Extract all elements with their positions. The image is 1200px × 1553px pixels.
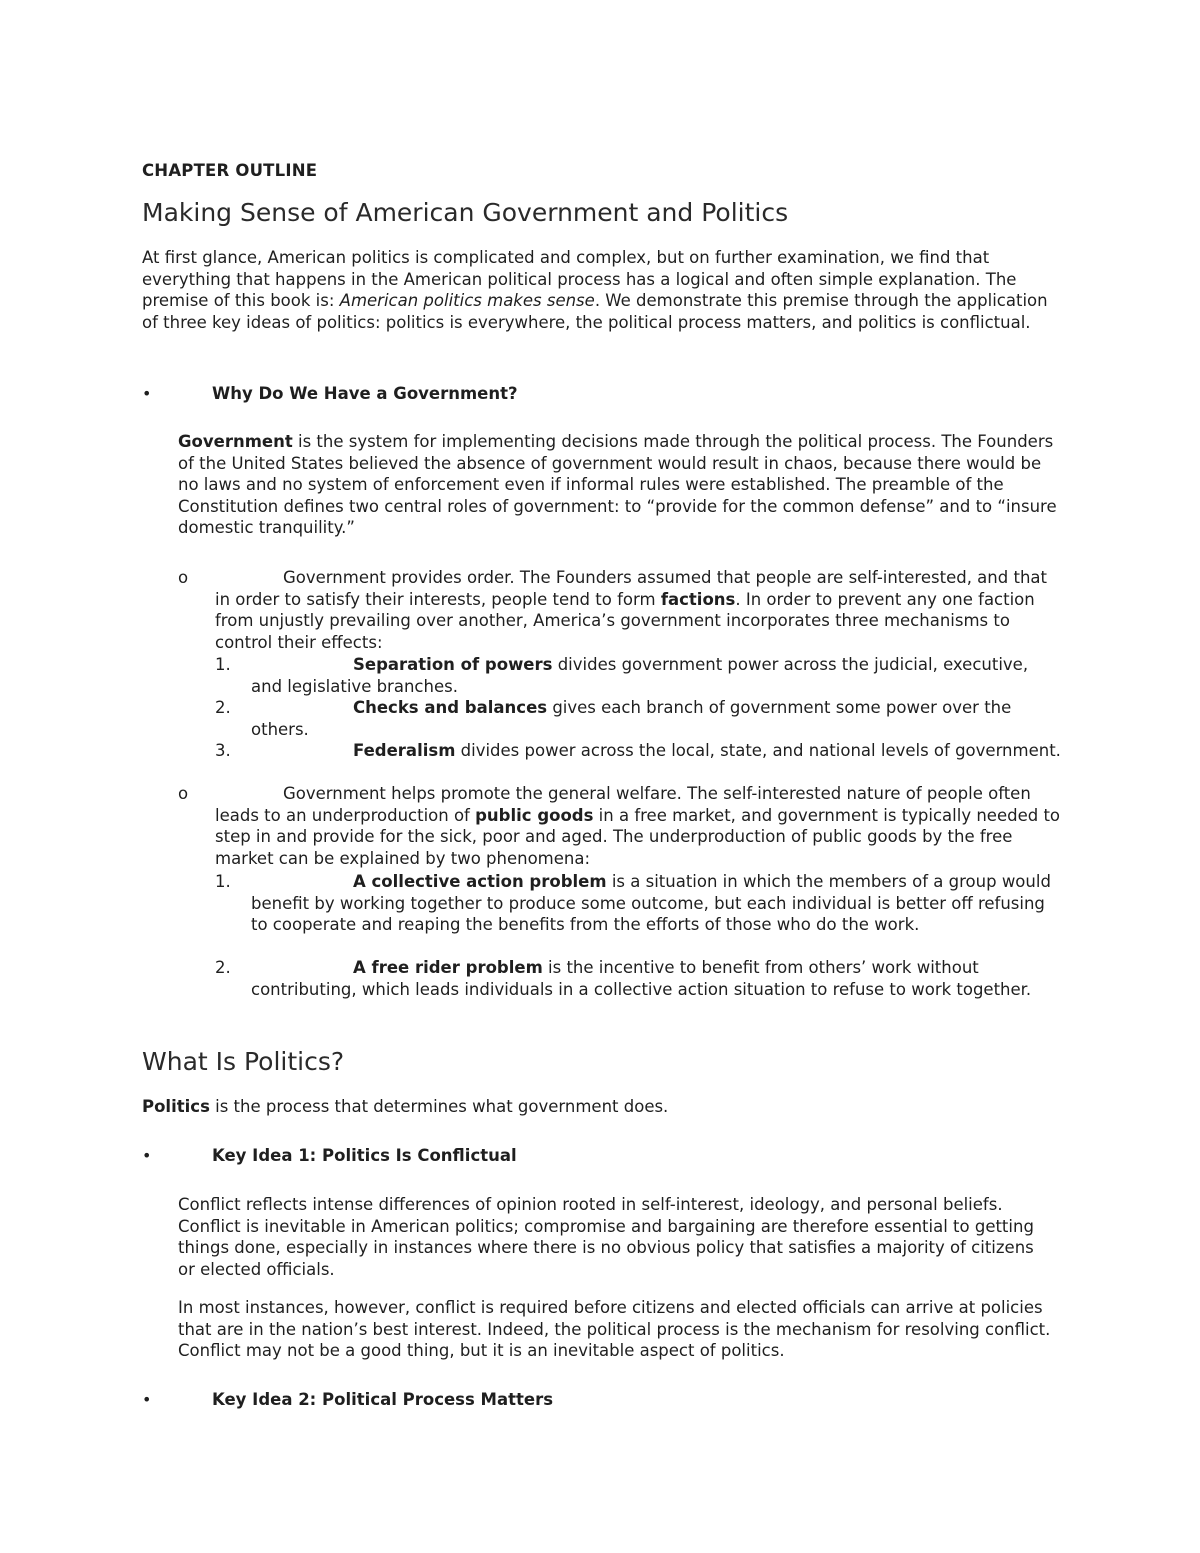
- intro-paragraph: [142, 247, 1062, 333]
- government-paragraph: [178, 431, 1060, 539]
- list-number: 2.: [215, 958, 231, 977]
- list-item-text: divides government power across the judicial, executive, and legislative branches.: [251, 655, 1029, 696]
- sub-bullet-marker: o: [178, 784, 189, 803]
- chapter-label: CHAPTER OUTLINE: [142, 161, 318, 180]
- list-number: 1.: [215, 872, 231, 891]
- conflict-paragraph-2: In most instances, however, conflict is required before citizens and elected officials can arrive at policies that are in the nation’s best interest. Indeed, the political process is the mechanism for resolving conflict. Conflict may not be a good thing, but it is an inevitable aspect of politics.: [178, 1298, 1051, 1361]
- list-item: [251, 697, 1061, 740]
- factions-term: factions: [660, 589, 736, 609]
- list-item-term: Separation of powers: [353, 655, 553, 674]
- list-item-text: is a situation in which the members of a group would benefit by working together to produce some outcome, but each individual is better off refusing to cooperate and reaping the benefits from the efforts of those who do the work.: [251, 872, 1051, 935]
- list-item-term: A free rider problem: [353, 958, 543, 977]
- order-paragraph: [215, 567, 1060, 653]
- welfare-paragraph: [215, 783, 1060, 869]
- government-text: is the system for implementing decisions made through the political process. The Founders of the United States believed the absence of government would result in chaos, because there would be no laws and no system of enforcement even if informal rules were established. The preamble of the Constitution defines two central roles of government: to “provide for the common defense” and to “insure domestic tranquility.”: [178, 432, 1057, 538]
- list-item: [251, 957, 1061, 1000]
- bullet-icon: •: [142, 384, 152, 403]
- section-heading-government: Why Do We Have a Government?: [212, 384, 518, 403]
- conflict-paragraph-1: Conflict reflects intense differences of opinion rooted in self-interest, ideology, and personal beliefs. Conflict is inevitable in American politics; compromise and bargaining are therefore essential to getting things done, especially in instances where there is no obvious policy that satisfies a majority of citizens or elected officials.: [178, 1195, 1034, 1279]
- list-item: [251, 654, 1061, 697]
- politics-definition: [142, 1096, 1042, 1118]
- welfare-text-1: Government helps promote the general welfare. The self-interested nature of people often leads to an underproduction of: [215, 784, 1031, 825]
- list-number: 3.: [215, 741, 231, 760]
- bullet-icon: •: [142, 1146, 152, 1165]
- list-item-text: divides power across the local, state, and national levels of government.: [455, 741, 1061, 760]
- list-item: [251, 740, 1061, 762]
- intro-text-2: . We demonstrate this premise through the application of three key ideas of politics: politics is everywhere, the political process matters, and politics is conflictual.: [142, 291, 1048, 332]
- order-text-1: Government provides order. The Founders assumed that people are self-interested, and that in order to satisfy their interests, people tend to form: [215, 568, 1047, 609]
- intro-text-1: At first glance, American politics is complicated and complex, but on further examination, we find that everything that happens in the American political process has a logical and often simple explanation. The premise of this book is:: [142, 248, 1017, 311]
- welfare-text-2: in a free market, and government is typically needed to step in and provide for the sick, poor and aged. The underproduction of public goods by the free market can be explained by two phenomena:: [215, 805, 1061, 868]
- list-number: 2.: [215, 698, 231, 717]
- order-text-2: . In order to prevent any one faction from unjustly prevailing over another, America’s government incorporates three mechanisms to control their effects:: [215, 589, 1035, 652]
- government-term: Government: [178, 432, 293, 451]
- list-item-term: A collective action problem: [353, 872, 607, 891]
- section-heading-politics: What Is Politics?: [142, 1047, 345, 1076]
- list-item-term: Federalism: [353, 741, 456, 760]
- intro-italic: American politics makes sense: [339, 291, 595, 311]
- list-item-term: Checks and balances: [353, 698, 548, 717]
- bullet-icon: •: [142, 1390, 152, 1409]
- list-item: [251, 871, 1061, 936]
- list-number: 1.: [215, 655, 231, 674]
- key-idea-2-heading: Key Idea 2: Political Process Matters: [212, 1390, 554, 1409]
- public-goods-term: public goods: [475, 805, 594, 825]
- list-item-text: gives each branch of government some power over the others.: [251, 698, 1012, 739]
- list-item-text: is the incentive to benefit from others’ work without contributing, which leads individuals in a collective action situation to refuse to work together.: [251, 958, 1032, 999]
- sub-bullet-marker: o: [178, 568, 189, 587]
- politics-term: Politics: [142, 1097, 210, 1116]
- key-idea-1-heading: Key Idea 1: Politics Is Conflictual: [212, 1146, 517, 1165]
- politics-text: is the process that determines what government does.: [209, 1097, 669, 1116]
- page-title: Making Sense of American Government and Politics: [142, 198, 789, 227]
